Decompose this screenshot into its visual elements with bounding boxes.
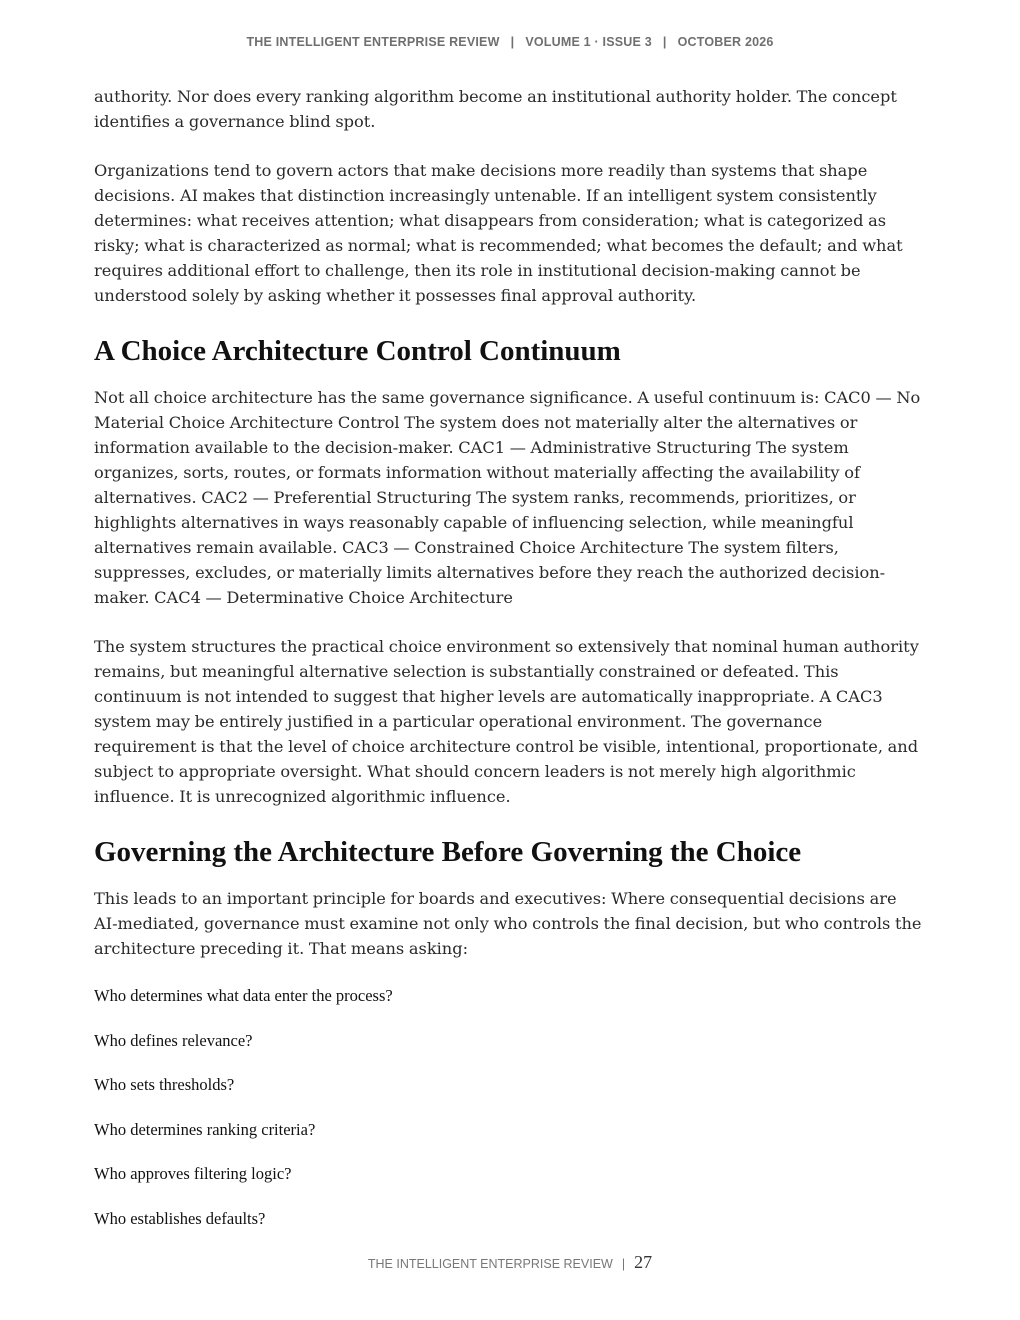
list-item: Who determines what data enter the process?	[94, 986, 393, 1005]
running-header: THE INTELLIGENT ENTERPRISE REVIEW | VOLUME 1 · ISSUE 3 | OCTOBER 2026	[246, 35, 774, 49]
page-number: 27	[634, 1252, 653, 1272]
article-body	[94, 84, 924, 1252]
paragraph: The system structures the practical choice environment so extensively that nominal human authority remains, but meaningful alternative selection is substantially constrained or defeated. This continuum is not intended to suggest that higher levels are automatically inappropriate. A CAC3 system may be entirely justified in a particular operational environment. The governance requirement is that the level of choice architecture control be visible, intentional, proportionate, and subject to appropriate oversight. What should concern leaders is not merely high algorithmic influence. It is unrecognized algorithmic influence.	[94, 637, 919, 806]
footer-separator: |	[621, 1257, 626, 1271]
paragraph: Not all choice architecture has the same governance significance. A useful continuum is: CAC0 — No Material Choice Architecture Control The system does not materially alter the alternatives or information available to the decision-maker. CAC1 — Administrative Structuring The system organizes, sorts, routes, or formats information without materially affecting the availability of alternatives. CAC2 — Preferential Structuring The system ranks, recommends, prioritizes, or highlights alternatives in ways reasonably capable of influencing selection, while meaningful alternatives remain available. CAC3 — Constrained Choice Architecture The system filters, suppresses, excludes, or materially limits alternatives before they reach the authorized decision-maker. CAC4 — Determinative Choice Architecture	[94, 388, 921, 607]
paragraph: authority. Nor does every ranking algorithm become an institutional authority holder. The concept identifies a governance blind spot.	[94, 87, 897, 131]
list-item: Who establishes defaults?	[94, 1208, 266, 1228]
question-list	[94, 985, 924, 1230]
list-item: Who sets thresholds?	[94, 1075, 235, 1094]
list-item: Who approves filtering logic?	[94, 1164, 292, 1183]
paragraph: This leads to an important principle for boards and executives: Where consequential decisions are AI-mediated, governance must examine not only who controls the final decision, but who controls the architecture preceding it. That means asking:	[94, 889, 922, 958]
list-item: Who determines ranking criteria?	[94, 1119, 316, 1139]
section-heading: Governing the Architecture Before Governing the Choice	[94, 836, 802, 868]
paragraph: Organizations tend to govern actors that make decisions more readily than systems that shape decisions. AI makes that distinction increasingly untenable. If an intelligent system consistently determines: what receives attention; what disappears from consideration; what is categorized as risky; what is characterized as normal; what is recommended; what becomes the default; and what requires additional effort to challenge, then its role in institutional decision-making cannot be understood solely by asking whether it possesses final approval authority.	[94, 161, 903, 305]
list-item: Who defines relevance?	[94, 1030, 253, 1050]
footer-publication-title: THE INTELLIGENT ENTERPRISE REVIEW	[367, 1257, 613, 1271]
running-footer	[0, 1252, 1020, 1273]
section-heading: A Choice Architecture Control Continuum	[94, 335, 621, 367]
